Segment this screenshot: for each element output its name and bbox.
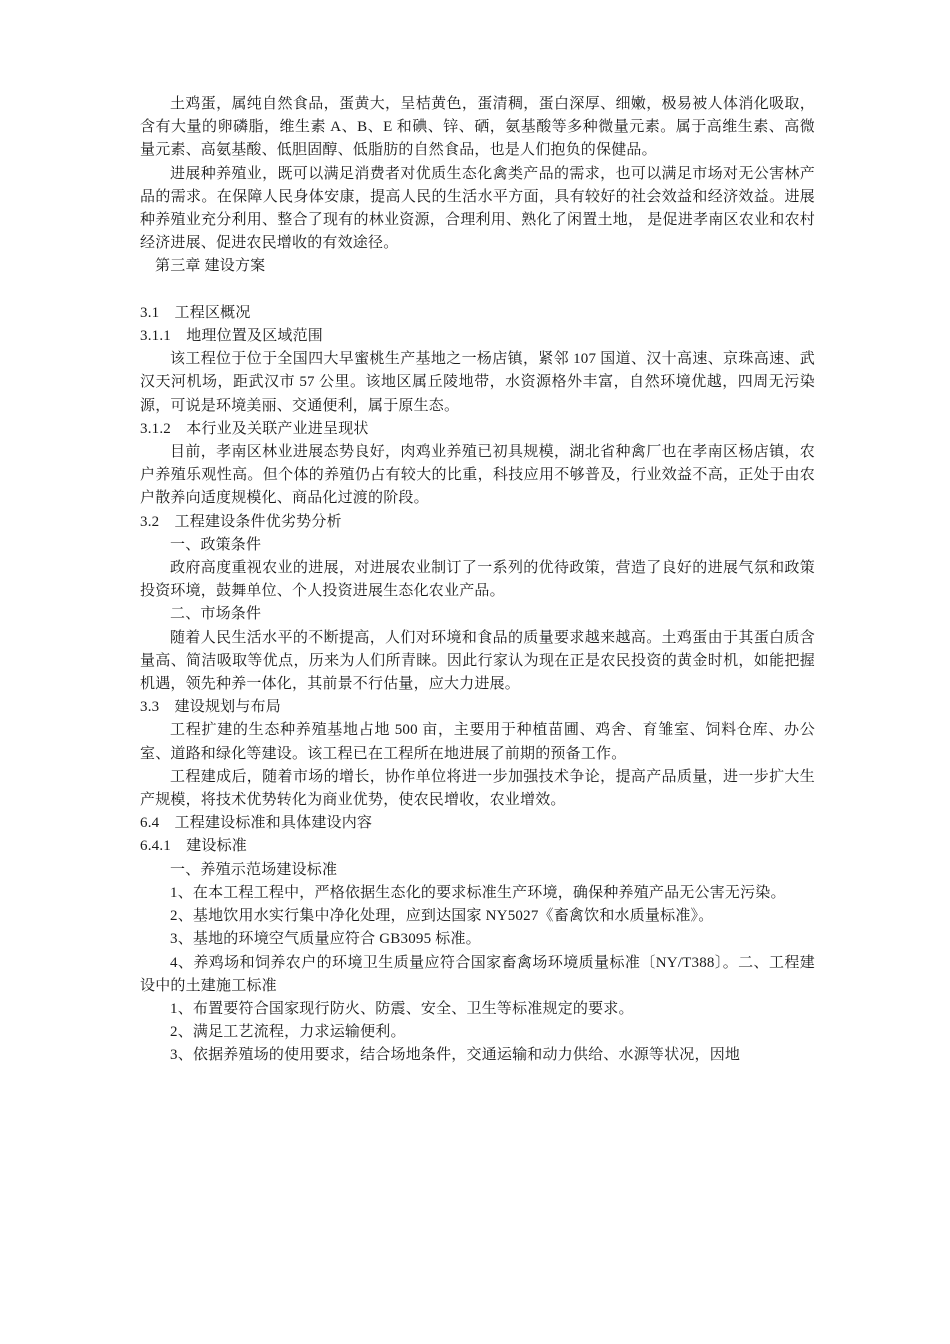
body-paragraph: 该工程位于位于全国四大早蜜桃生产基地之一杨店镇，紧邻 107 国道、汉十高速、京珠高速、武汉天河机场，距武汉市 57 公里。该地区属丘陵地带，水资源格外丰富，自然环境优越，四周无污染源，可说是环境美丽、交通便利，属于原生态。 bbox=[140, 351, 815, 414]
list-item: 3、基地的环境空气质量应符合 GB3095 标准。 bbox=[170, 931, 481, 948]
section-heading: 3.2 工程建设条件优劣势分析 bbox=[140, 513, 342, 530]
section-heading: 3.1.1 地理位置及区域范围 bbox=[140, 328, 324, 345]
list-heading: 一、政策条件 bbox=[170, 536, 262, 553]
body-paragraph: 土鸡蛋，属纯自然食品，蛋黄大，呈桔黄色，蛋清稠，蛋白深厚、细嫩，极易被人体消化吸取，含有大量的卵磷脂，维生素 A、B、E 和碘、锌、硒，氨基酸等多种微量元素。属于高维生素、高微量元素、高氨基酸、低胆固醇、低脂肪的自然食品，也是人们抱负的保健品。 bbox=[140, 96, 815, 159]
body-paragraph: 工程扩建的生态种养殖基地占地 500 亩，主要用于种植苗圃、鸡舍、育雏室、饲料仓库、办公室、道路和绿化等建设。该工程已在工程所在地进展了前期的预备工作。 bbox=[140, 722, 815, 762]
list-item: 4、养鸡场和饲养农户的环境卫生质量应符合国家畜禽场环境质量标准〔NY/T388〕。二、工程建设中的土建施工标准 bbox=[140, 954, 815, 994]
section-heading: 3.1 工程区概况 bbox=[140, 304, 251, 321]
list-heading: 二、市场条件 bbox=[170, 606, 262, 623]
body-paragraph: 政府高度重视农业的进展，对进展农业制订了一系列的优待政策，营造了良好的进展气氛和政策投资环境，鼓舞单位、个人投资进展生态化农业产品。 bbox=[140, 560, 815, 600]
list-item: 1、在本工程工程中，严格依据生态化的要求标准生产环境，确保种养殖产品无公害无污染。 bbox=[170, 884, 786, 901]
list-item: 2、满足工艺流程，力求运输便利。 bbox=[170, 1024, 406, 1041]
section-heading: 6.4 工程建设标准和具体建设内容 bbox=[140, 815, 373, 832]
list-item: 3、依据养殖场的使用要求，结合场地条件，交通运输和动力供给、水源等状况，因地 bbox=[170, 1047, 741, 1064]
section-heading: 6.4.1 建设标准 bbox=[140, 838, 248, 855]
chapter-heading: 第三章 建设方案 bbox=[155, 258, 266, 275]
list-item: 2、基地饮用水实行集中净化处理，应到达国家 NY5027《畜禽饮和水质量标准》。 bbox=[170, 908, 714, 925]
body-paragraph: 随着人民生活水平的不断提高，人们对环境和食品的质量要求越来越高。土鸡蛋由于其蛋白质含量高、简洁吸取等优点，历来为人们所青睐。因此行家认为现在正是农民投资的黄金时机，如能把握机遇，领先种养一体化，其前景不行估量，应大力进展。 bbox=[140, 629, 815, 693]
body-paragraph: 目前，孝南区林业进展态势良好，肉鸡业养殖已初具规模，湖北省种禽厂也在孝南区杨店镇，农户养殖乐观性高。但个体的养殖仍占有较大的比重，科技应用不够普及，行业效益不高，正处于由农户散养向适度规模化、商品化过渡的阶段。 bbox=[140, 444, 815, 507]
body-paragraph: 进展种养殖业，既可以满足消费者对优质生态化禽类产品的需求，也可以满足市场对无公害林产品的需求。在保障人民身体安康，提高人民的生活水平方面，具有较好的社会效益和经济效益。进展种养殖业充分利用、整合了现有的林业资源，合理利用、熟化了闲置土地， 是促进孝南区农业和农村经济进展、促进农民增收的有效途径。 bbox=[140, 165, 815, 252]
list-heading: 一、养殖示范场建设标准 bbox=[170, 861, 338, 878]
body-paragraph: 工程建成后，随着市场的增长，协作单位将进一步加强技术争论，提高产品质量，进一步扩大生产规模，将技术优势转化为商业优势，使农民增收，农业增效。 bbox=[140, 768, 815, 809]
list-item: 1、布置要符合国家现行防火、防震、安全、卫生等标准规定的要求。 bbox=[170, 1000, 634, 1017]
section-heading: 3.3 建设规划与布局 bbox=[140, 699, 281, 716]
blank-line bbox=[140, 279, 815, 302]
section-heading: 3.1.2 本行业及关联产业进呈现状 bbox=[140, 420, 369, 437]
document-body bbox=[140, 93, 815, 1068]
